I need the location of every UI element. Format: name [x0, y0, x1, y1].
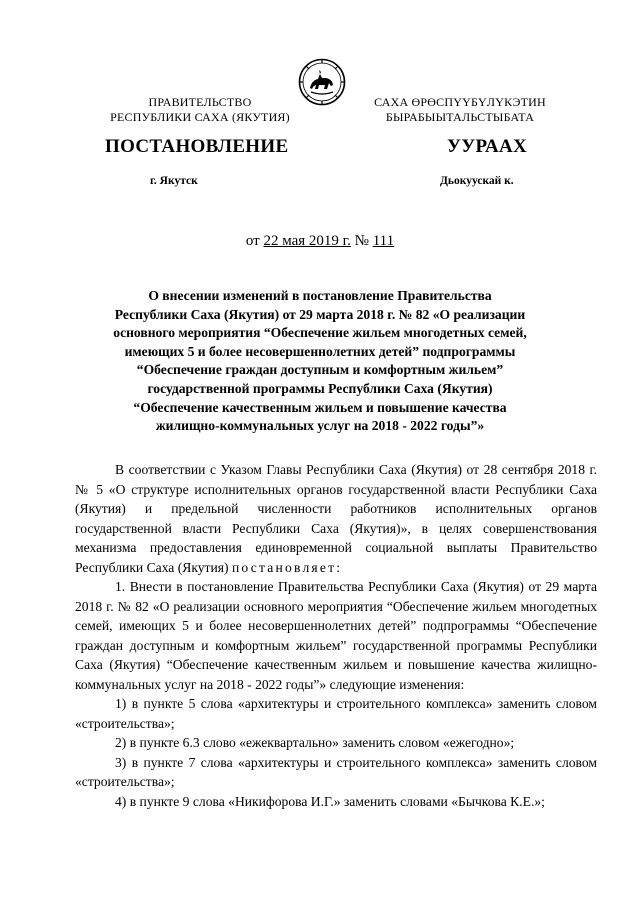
- preamble-paragraph: [75, 460, 597, 577]
- title-line: Республики Саха (Якутия) от 29 марта 2018 г. № 82 «О реализации: [114, 306, 526, 322]
- header-left-line2: РЕСПУБЛИКИ САХА (ЯКУТИЯ): [110, 110, 290, 124]
- document-date-number: [0, 233, 640, 250]
- subitem-3-paragraph: 3) в пункте 7 слова «архитектуры и строительного комплекса» заменить словом «строительства»;: [75, 754, 597, 789]
- city-sakha: Дьокуускай к.: [440, 175, 514, 187]
- title-line: имеющих 5 и более несовершеннолетних детей” подпрограммы: [124, 343, 516, 359]
- government-name-sakha: [345, 95, 575, 125]
- header-left-line1: ПРАВИТЕЛЬСТВО: [148, 95, 252, 109]
- coat-of-arms-emblem-icon: [298, 58, 346, 106]
- subitem-2-paragraph: 2) в пункте 6.3 слово «ежеквартально» заменить словом «ежегодно»;: [115, 735, 515, 750]
- title-line: “Обеспечение граждан доступным и комфортным жильем”: [136, 362, 504, 378]
- item-1-paragraph: 1. Внести в постановление Правительства Республики Саха (Якутия) от 29 марта 2018 г. № 82 «О реализации основного мероприятия “Обеспечение жильем многодетных семей, имеющих 5 и более несовершеннолетних детей” подпрограммы “Обеспечение граждан доступным и комфортным жильем” государственной программы Республики Саха (Якутия) “Обеспечение качественным жильем и повышение качества жилищно-коммунальных услуг на 2018 - 2022 годы”» следующие изменения:: [75, 579, 597, 692]
- title-line: жилищно-коммунальных услуг на 2018 - 2022 годы”»: [155, 418, 485, 434]
- title-line: основного мероприятия “Обеспечение жильем многодетных семей,: [113, 325, 527, 341]
- document-title: [60, 287, 580, 436]
- subitem-4-paragraph: 4) в пункте 9 слова «Никифорова И.Г.» заменить словами «Бычкова К.Е.»;: [115, 793, 545, 809]
- number-sign: №: [354, 233, 369, 249]
- date-prefix: от: [245, 233, 260, 249]
- preamble-text: В соответствии с Указом Главы Республики Саха (Якутия) от 28 сентября 2018 г. № 5 «О структуре исполнительных органов государственной власти Республики Саха (Якутия) и предельной численности работников исполнительных органов государственной власти Республики Саха (Якутия)», в целях совершенствования механизма предоставления единовременной социальной выплаты Правительство Республики Саха (Якутия): [75, 462, 597, 575]
- city-russian: г. Якутск: [150, 175, 198, 187]
- header-right-line2: БЫРАБЫЫТАЛЬСТЫБАТА: [385, 110, 535, 124]
- title-line: “Обеспечение качественным жильем и повышение качества: [133, 399, 507, 415]
- government-name-russian: [100, 95, 300, 125]
- subitem-1-paragraph: 1) в пункте 5 слова «архитектуры и строительного комплекса» заменить словом «строительства»;: [75, 696, 597, 731]
- doc-type-russian: ПОСТАНОВЛЕНИЕ: [105, 136, 289, 157]
- document-number: 111: [372, 233, 395, 249]
- header-right-line1: САХА ӨРӨСПҮҮБҮЛҮКЭТИН: [374, 95, 546, 109]
- title-line: государственной программы Республики Саха (Якутия): [147, 380, 493, 396]
- document-date: 22 мая 2019 г.: [263, 233, 351, 249]
- document-body: [75, 460, 597, 811]
- title-line: О внесении изменений в постановление Правительства: [148, 288, 492, 303]
- resolves-word: постановляет:: [231, 559, 343, 575]
- doc-type-sakha: УУРААХ: [447, 136, 528, 157]
